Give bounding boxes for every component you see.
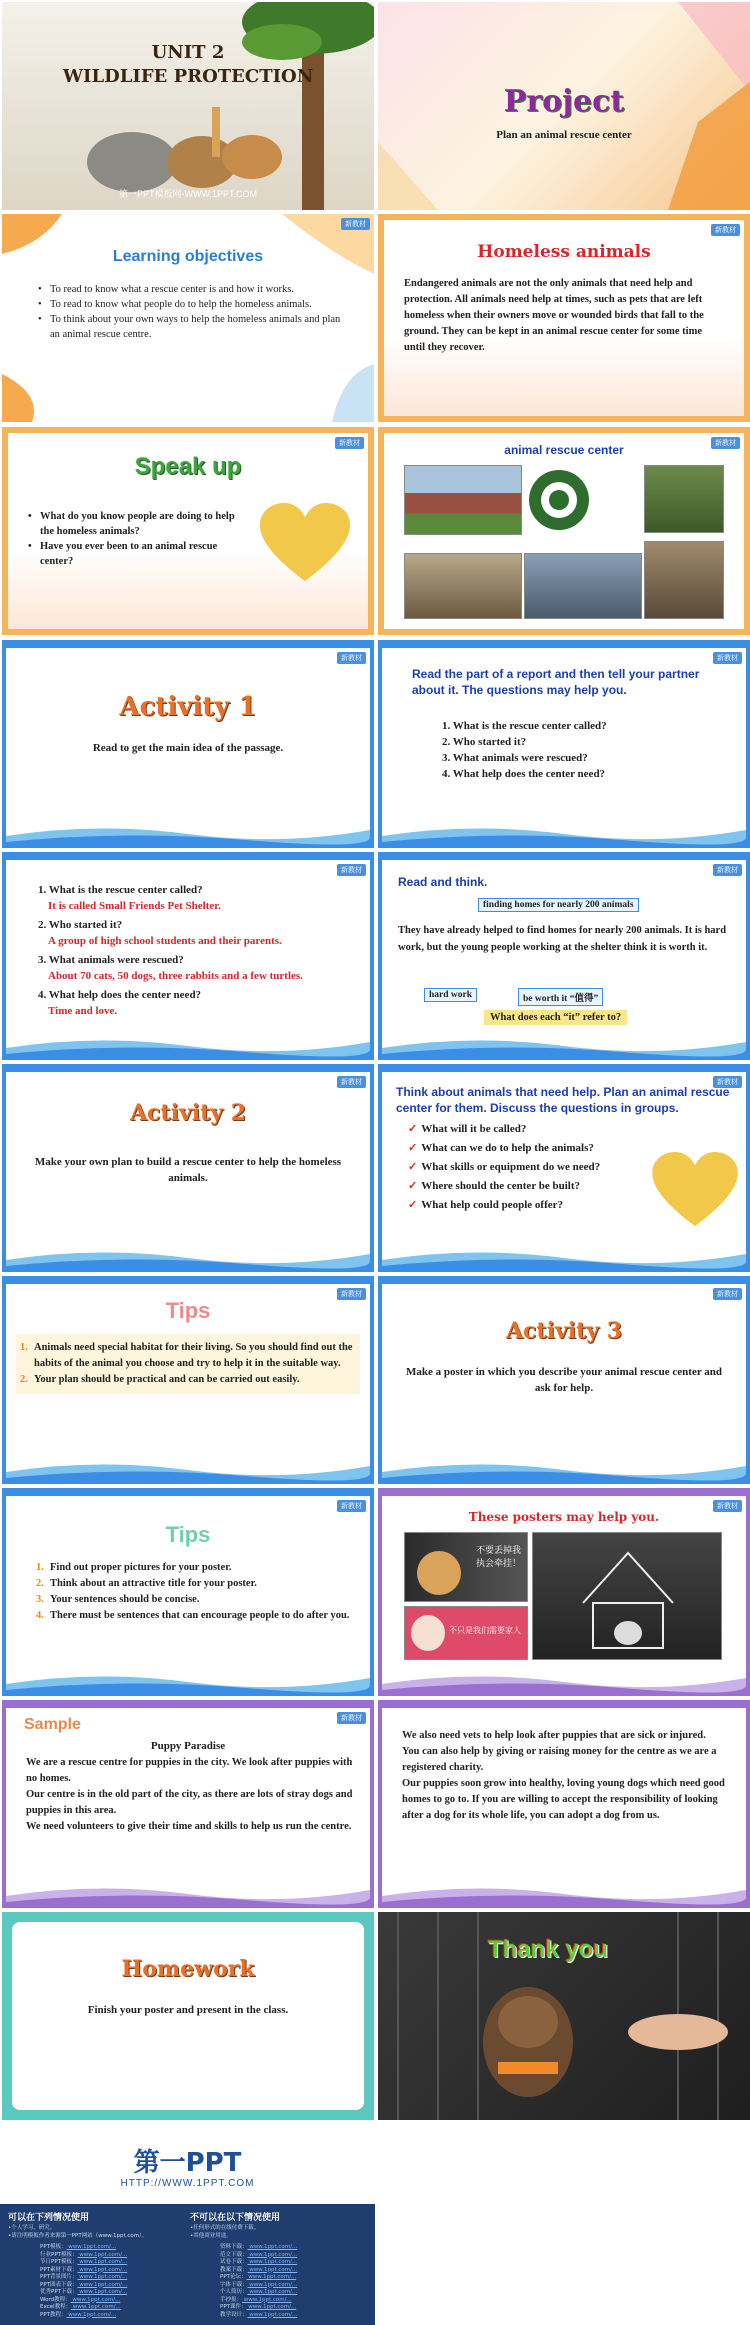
wave-decoration [382, 822, 746, 848]
sample-label: Sample [24, 1716, 81, 1733]
plan-question: ✓ Where should the center be built? [408, 1180, 581, 1192]
objectives-list [38, 282, 348, 342]
read-think-text: They have already helped to find homes for nearly 200 animals. It is hard work, but the young people working at the shelter think it is worth it. [398, 925, 727, 953]
read-think-title: Read and think. [398, 875, 488, 889]
wave-decoration [6, 1670, 370, 1696]
footer-link-label: 范文下载： [220, 2251, 248, 2258]
footer-link-row[interactable] [220, 2282, 370, 2290]
footer-right-title: 不可以在以下情况使用 [190, 2213, 281, 2223]
badge: 新教材 [337, 1288, 366, 1300]
footer-link-url[interactable]: www.1ppt.com/... [247, 2266, 298, 2273]
speak-up-item: • Have you ever been to an animal rescue center? [28, 539, 243, 569]
footer-link-label: 行业PPT模板： [40, 2251, 78, 2258]
wave-decoration [382, 1246, 746, 1272]
report-intro: Read the part of a report and then tell your partner about it. The questions may help you. [412, 667, 700, 697]
footer-left-sub: •请注明模板作者来源第一PPT网站（www.1ppt.com）。 [8, 2233, 148, 2239]
homework-text: Finish your poster and present in the class. [87, 2004, 289, 2016]
slide-unit-title [2, 2, 374, 210]
wave-decoration [382, 1458, 746, 1484]
heart-icon [652, 1152, 738, 1228]
footer-link-url[interactable]: www.1ppt.com/... [77, 2289, 128, 2295]
answer-question: 2. Who started it? [38, 919, 123, 931]
slide-answers [2, 852, 374, 1060]
footer-link-url[interactable]: www.1ppt.com/... [247, 2289, 298, 2295]
footer-link-row[interactable] [220, 2252, 370, 2260]
tip-item: 3. Your sentences should be concise. [36, 1594, 200, 1605]
unit-label: UNIT 2 [151, 42, 225, 63]
plan-question: ✓ What can we do to help the animals? [408, 1142, 594, 1154]
footer-link-url[interactable]: www.1ppt.com/... [246, 2274, 297, 2280]
wave-decoration [6, 1458, 370, 1484]
unit-title: WILDLIFE PROTECTION [62, 66, 314, 87]
footer-link-label: 教学设计： [220, 2311, 248, 2318]
tips-list [36, 1560, 356, 1624]
footer-link-url[interactable]: www.1ppt.com/... [71, 2304, 121, 2310]
slide-read-and-think [378, 852, 750, 1060]
sample-heading: Puppy Paradise [150, 1740, 226, 1752]
wave-decoration [6, 1246, 370, 1272]
speak-up-title: Speak up [134, 453, 242, 480]
footer-links-left [40, 2244, 180, 2319]
question: 2. Who started it? [442, 736, 527, 748]
footer-link-url[interactable]: www.1ppt.com/... [247, 2311, 298, 2318]
footer-link-url[interactable]: www.1ppt.com/... [246, 2304, 297, 2310]
objective-item: • To read to know what people do to help the homeless animals. [38, 297, 348, 312]
slide-homework [2, 1912, 374, 2120]
answer-text: It is called Small Friends Pet Shelter. [48, 900, 221, 912]
wave-decoration [6, 1034, 370, 1060]
puppy-picture [411, 1615, 445, 1651]
footer-link-label: 教案下载： [220, 2266, 248, 2273]
slide-tips-1 [2, 1276, 374, 1484]
wave-decoration [6, 1882, 370, 1908]
footer-panel [0, 2204, 375, 2325]
badge: 新教材 [341, 218, 370, 230]
poster-1 [404, 1532, 528, 1602]
shelter-photo [524, 553, 642, 619]
project-title: Project [503, 84, 625, 119]
footer-link-row[interactable] [40, 2312, 180, 2320]
badge: 新教材 [337, 652, 366, 664]
footer-link-label: PPT论坛： [220, 2274, 247, 2280]
badge: 新教材 [713, 1288, 742, 1300]
answer-text: About 70 cats, 50 dogs, three rabbits and a few turtles. [48, 970, 303, 982]
sample-text: We are a rescue centre for puppies in the city. We look after puppies with no homes. Our centre is in the old part of the city, as there are lots of stray dogs and puppies in this area. We need volunteers to give their time and skills to help us run the centre. [26, 1757, 353, 1832]
slide-activity-1 [2, 640, 374, 848]
footer-link-label: PPT图表下载： [40, 2281, 78, 2288]
poster-2 [404, 1606, 528, 1660]
slide-thank-you [378, 1912, 750, 2120]
footer-link-url[interactable]: www.1ppt.com/... [77, 2251, 128, 2258]
poster-3 [532, 1532, 722, 1660]
rescue-center-title: animal rescue center [504, 443, 624, 457]
poster-2-text: 不只是我们需要家人 [449, 1626, 521, 1635]
plan-intro: Think about animals that need help. Plan an animal rescue center for them. Discuss the questions in groups. [396, 1085, 730, 1115]
slide-activity-3 [378, 1276, 750, 1484]
question: 1. What is the rescue center called? [442, 720, 607, 732]
footer-link-url[interactable]: www.1ppt.com/... [247, 2251, 298, 2258]
slide-homeless-animals [378, 214, 750, 422]
slide-learning-objectives [2, 214, 374, 422]
activity-1-title: Activity 1 [119, 692, 257, 722]
rescue-logo [524, 467, 594, 533]
footer-link-label: PPT模板： [40, 2244, 67, 2250]
footer-link-row[interactable] [220, 2274, 370, 2282]
activity-3-title: Activity 3 [505, 1318, 623, 1344]
footer-link-url[interactable]: www.1ppt.com/... [247, 2244, 298, 2250]
slide-speak-up [2, 427, 374, 635]
plan-question: ✓ What will it be called? [408, 1123, 527, 1135]
footer-link-row[interactable] [220, 2244, 370, 2252]
footer-link-url[interactable]: www.1ppt.com/... [77, 2281, 128, 2288]
building-photo [404, 465, 522, 535]
footer-link-label: 资料下载： [220, 2244, 248, 2250]
footer-links-right [220, 2244, 370, 2319]
objective-item: • To think about your own ways to help the homeless animals and plan an animal rescue centre. [38, 312, 348, 342]
footer-link-row[interactable] [40, 2304, 180, 2312]
footer-link-label: 节日PPT模板： [40, 2259, 78, 2265]
badge: 新教材 [713, 652, 742, 664]
activity-1-text: Read to get the main idea of the passage. [92, 742, 284, 754]
footer-link-label: 字体下载： [220, 2281, 248, 2288]
people-photo [644, 541, 724, 619]
badge: 新教材 [335, 437, 364, 449]
answer-question: 3. What animals were rescued? [38, 954, 184, 966]
puppy-picture [417, 1551, 461, 1595]
tips-title: Tips [165, 1298, 211, 1323]
footer-logo: 第一PPT [133, 2148, 242, 2178]
footer-link-row[interactable] [220, 2304, 370, 2312]
footer-left-sub: •个人学习、研究。 [8, 2225, 56, 2231]
footer-link-label: Excel教程： [40, 2304, 72, 2310]
question: 4. What help does the center need? [442, 768, 606, 780]
plan-question: ✓ What skills or equipment do we need? [408, 1161, 601, 1173]
badge: 新教材 [337, 1076, 366, 1088]
footer-right-sub: •其他商业用途。 [190, 2233, 232, 2239]
footer-link-row[interactable] [40, 2244, 180, 2252]
footer-link-row[interactable] [220, 2259, 370, 2267]
footer-link-row[interactable] [220, 2297, 370, 2305]
poster-1-text: 不要丢掉我 执会牵挂！ [475, 1546, 521, 1569]
annotation-box: be worth it “值得” [518, 988, 603, 1006]
volunteers-photo [644, 465, 724, 533]
answer-question: 4. What help does the center need? [38, 989, 202, 1001]
footer-link-label: 个人简历： [220, 2289, 248, 2295]
footer-link-label: 手抄报： [220, 2296, 243, 2303]
footer-link-url[interactable]: www.1ppt.com/... [66, 2244, 117, 2250]
slide-rescue-center-photos [378, 427, 750, 635]
tip-item: 1. Find out proper pictures for your poster. [36, 1562, 232, 1573]
speak-up-list [28, 509, 243, 569]
footer-link-url[interactable]: www.1ppt.com/... [70, 2296, 121, 2303]
slide-tips-2 [2, 1488, 374, 1696]
footer-url: HTTP://WWW.1PPT.COM [120, 2178, 255, 2189]
footer-link-label: Word教程： [40, 2296, 71, 2303]
activity-3-text: Make a poster in which you describe your animal rescue center and ask for help. [405, 1366, 723, 1394]
footer-left-title: 可以在下列情况使用 [8, 2213, 90, 2223]
plan-questions [408, 1120, 648, 1215]
question: 3. What animals were rescued? [442, 752, 588, 764]
read-think-question: What does each “it” refer to? [484, 1010, 627, 1025]
footer-link-row[interactable] [40, 2252, 180, 2260]
activity-2-title: Activity 2 [129, 1100, 247, 1126]
homeless-title: Homeless animals [477, 242, 651, 262]
report-questions [442, 718, 722, 782]
slide-sample [2, 1700, 374, 1908]
footer-link-url[interactable]: www.1ppt.com/... [247, 2281, 298, 2288]
slide-report-questions [378, 640, 750, 848]
project-subtitle: Plan an animal rescue center [496, 129, 632, 141]
slide-project [378, 2, 750, 210]
homeless-text: Endangered animals are not the only animals that need help and protection. All animals need help at times, such as pets that are left homeless when their owners move or wounded birds that fall to the ground. They can be kept in an animal rescue center for some time until they recover. [404, 278, 704, 353]
badge: 新教材 [711, 224, 740, 236]
footer-link-label: PPT素材下载： [40, 2266, 78, 2273]
footer-link-label: 优秀PPT下载： [40, 2289, 78, 2295]
wave-decoration [382, 1034, 746, 1060]
annotation-box: hard work [424, 988, 477, 1002]
sample-continued-text: We also need vets to help look after puppies that are sick or injured. You can also help by giving or raising money for the centre as we are a registered charity. Our puppies soon grow into healthy, loving young dogs which need good homes to go to. If you are willing to accept the responsibility of looking after a dog for its whole life, you can adopt a dog from us. [402, 1730, 725, 1821]
slide-activity-2 [2, 1064, 374, 1272]
footer-link-url[interactable]: www.1ppt.com/... [77, 2259, 128, 2265]
footer-link-row[interactable] [40, 2297, 180, 2305]
wave-decoration [6, 822, 370, 848]
badge: 新教材 [337, 1500, 366, 1512]
slide-poster-examples [378, 1488, 750, 1696]
badge: 新教材 [713, 864, 742, 876]
footer-link-label: PPT课件： [220, 2304, 247, 2310]
watermark: 第一PPT模板网-WWW.1PPT.COM [119, 189, 257, 199]
footer-link-label: PPT教程： [40, 2311, 67, 2318]
objectives-title: Learning objectives [112, 248, 264, 265]
wave-decoration [382, 1882, 746, 1908]
tips-list [16, 1334, 360, 1394]
footer-link-url[interactable]: www.1ppt.com/... [77, 2274, 128, 2280]
footer-link-url[interactable]: www.1ppt.com/... [247, 2259, 298, 2265]
slide-sample-continued [378, 1700, 750, 1908]
tip-item: 2. Your plan should be practical and can be carried out easily. [20, 1374, 300, 1385]
footer-link-row[interactable] [40, 2267, 180, 2275]
homework-title: Homework [121, 1956, 255, 1982]
answer-question: 1. What is the rescue center called? [38, 884, 203, 896]
footer-link-row[interactable] [220, 2289, 370, 2297]
badge: 新教材 [711, 437, 740, 449]
answer-text: Time and love. [48, 1005, 118, 1017]
chalk-house-drawing [533, 1533, 723, 1661]
activity-2-text: Make your own plan to build a rescue center to help the homeless animals. [34, 1156, 342, 1184]
footer-link-label: 试卷下载： [220, 2259, 248, 2265]
slide-plan-questions [378, 1064, 750, 1272]
footer-link-url[interactable]: www.1ppt.com/... [242, 2296, 292, 2303]
badge: 新教材 [337, 1712, 366, 1724]
answers-list [38, 882, 358, 1019]
tip-item: 1. Animals need special habitat for their living. So you should find out the habits of the animal you choose and try to help it in the suitable way. [20, 1342, 353, 1369]
footer-link-url[interactable]: www.1ppt.com/... [77, 2266, 128, 2273]
answer-text: A group of high school students and their parents. [48, 935, 282, 947]
plan-question: ✓ What help could people offer? [408, 1199, 563, 1211]
footer-right-sub: •任何形式的在线付费下载。 [190, 2225, 260, 2231]
annotation-box: finding homes for nearly 200 animals [478, 898, 639, 912]
objective-item: • To read to know what a rescue center is and how it works. [38, 282, 348, 297]
wave-decoration [382, 1670, 746, 1696]
footer-ad [0, 2124, 375, 2325]
footer-link-row[interactable] [40, 2282, 180, 2290]
footer-link-row[interactable] [220, 2312, 370, 2320]
tip-item: 4. There must be sentences that can encourage people to do after you. [36, 1610, 350, 1621]
tip-item: 2. Think about an attractive title for your poster. [36, 1578, 257, 1589]
footer-link-row[interactable] [40, 2289, 180, 2297]
footer-link-label: PPT背景图片： [40, 2274, 78, 2280]
speak-up-item: • What do you know people are doing to help the homeless animals? [28, 509, 243, 539]
footer-link-row[interactable] [220, 2267, 370, 2275]
heart-icon [260, 503, 350, 583]
badge: 新教材 [713, 1076, 742, 1088]
thank-you-title: Thank you [488, 1936, 609, 1963]
footer-link-row[interactable] [40, 2274, 180, 2282]
footer-link-row[interactable] [40, 2259, 180, 2267]
dogs-photo [404, 553, 522, 619]
footer-link-url[interactable]: www.1ppt.com/... [66, 2311, 117, 2318]
badge: 新教材 [337, 864, 366, 876]
posters-title: These posters may help you. [468, 1510, 660, 1524]
tips-title: Tips [165, 1522, 211, 1547]
badge: 新教材 [713, 1500, 742, 1512]
